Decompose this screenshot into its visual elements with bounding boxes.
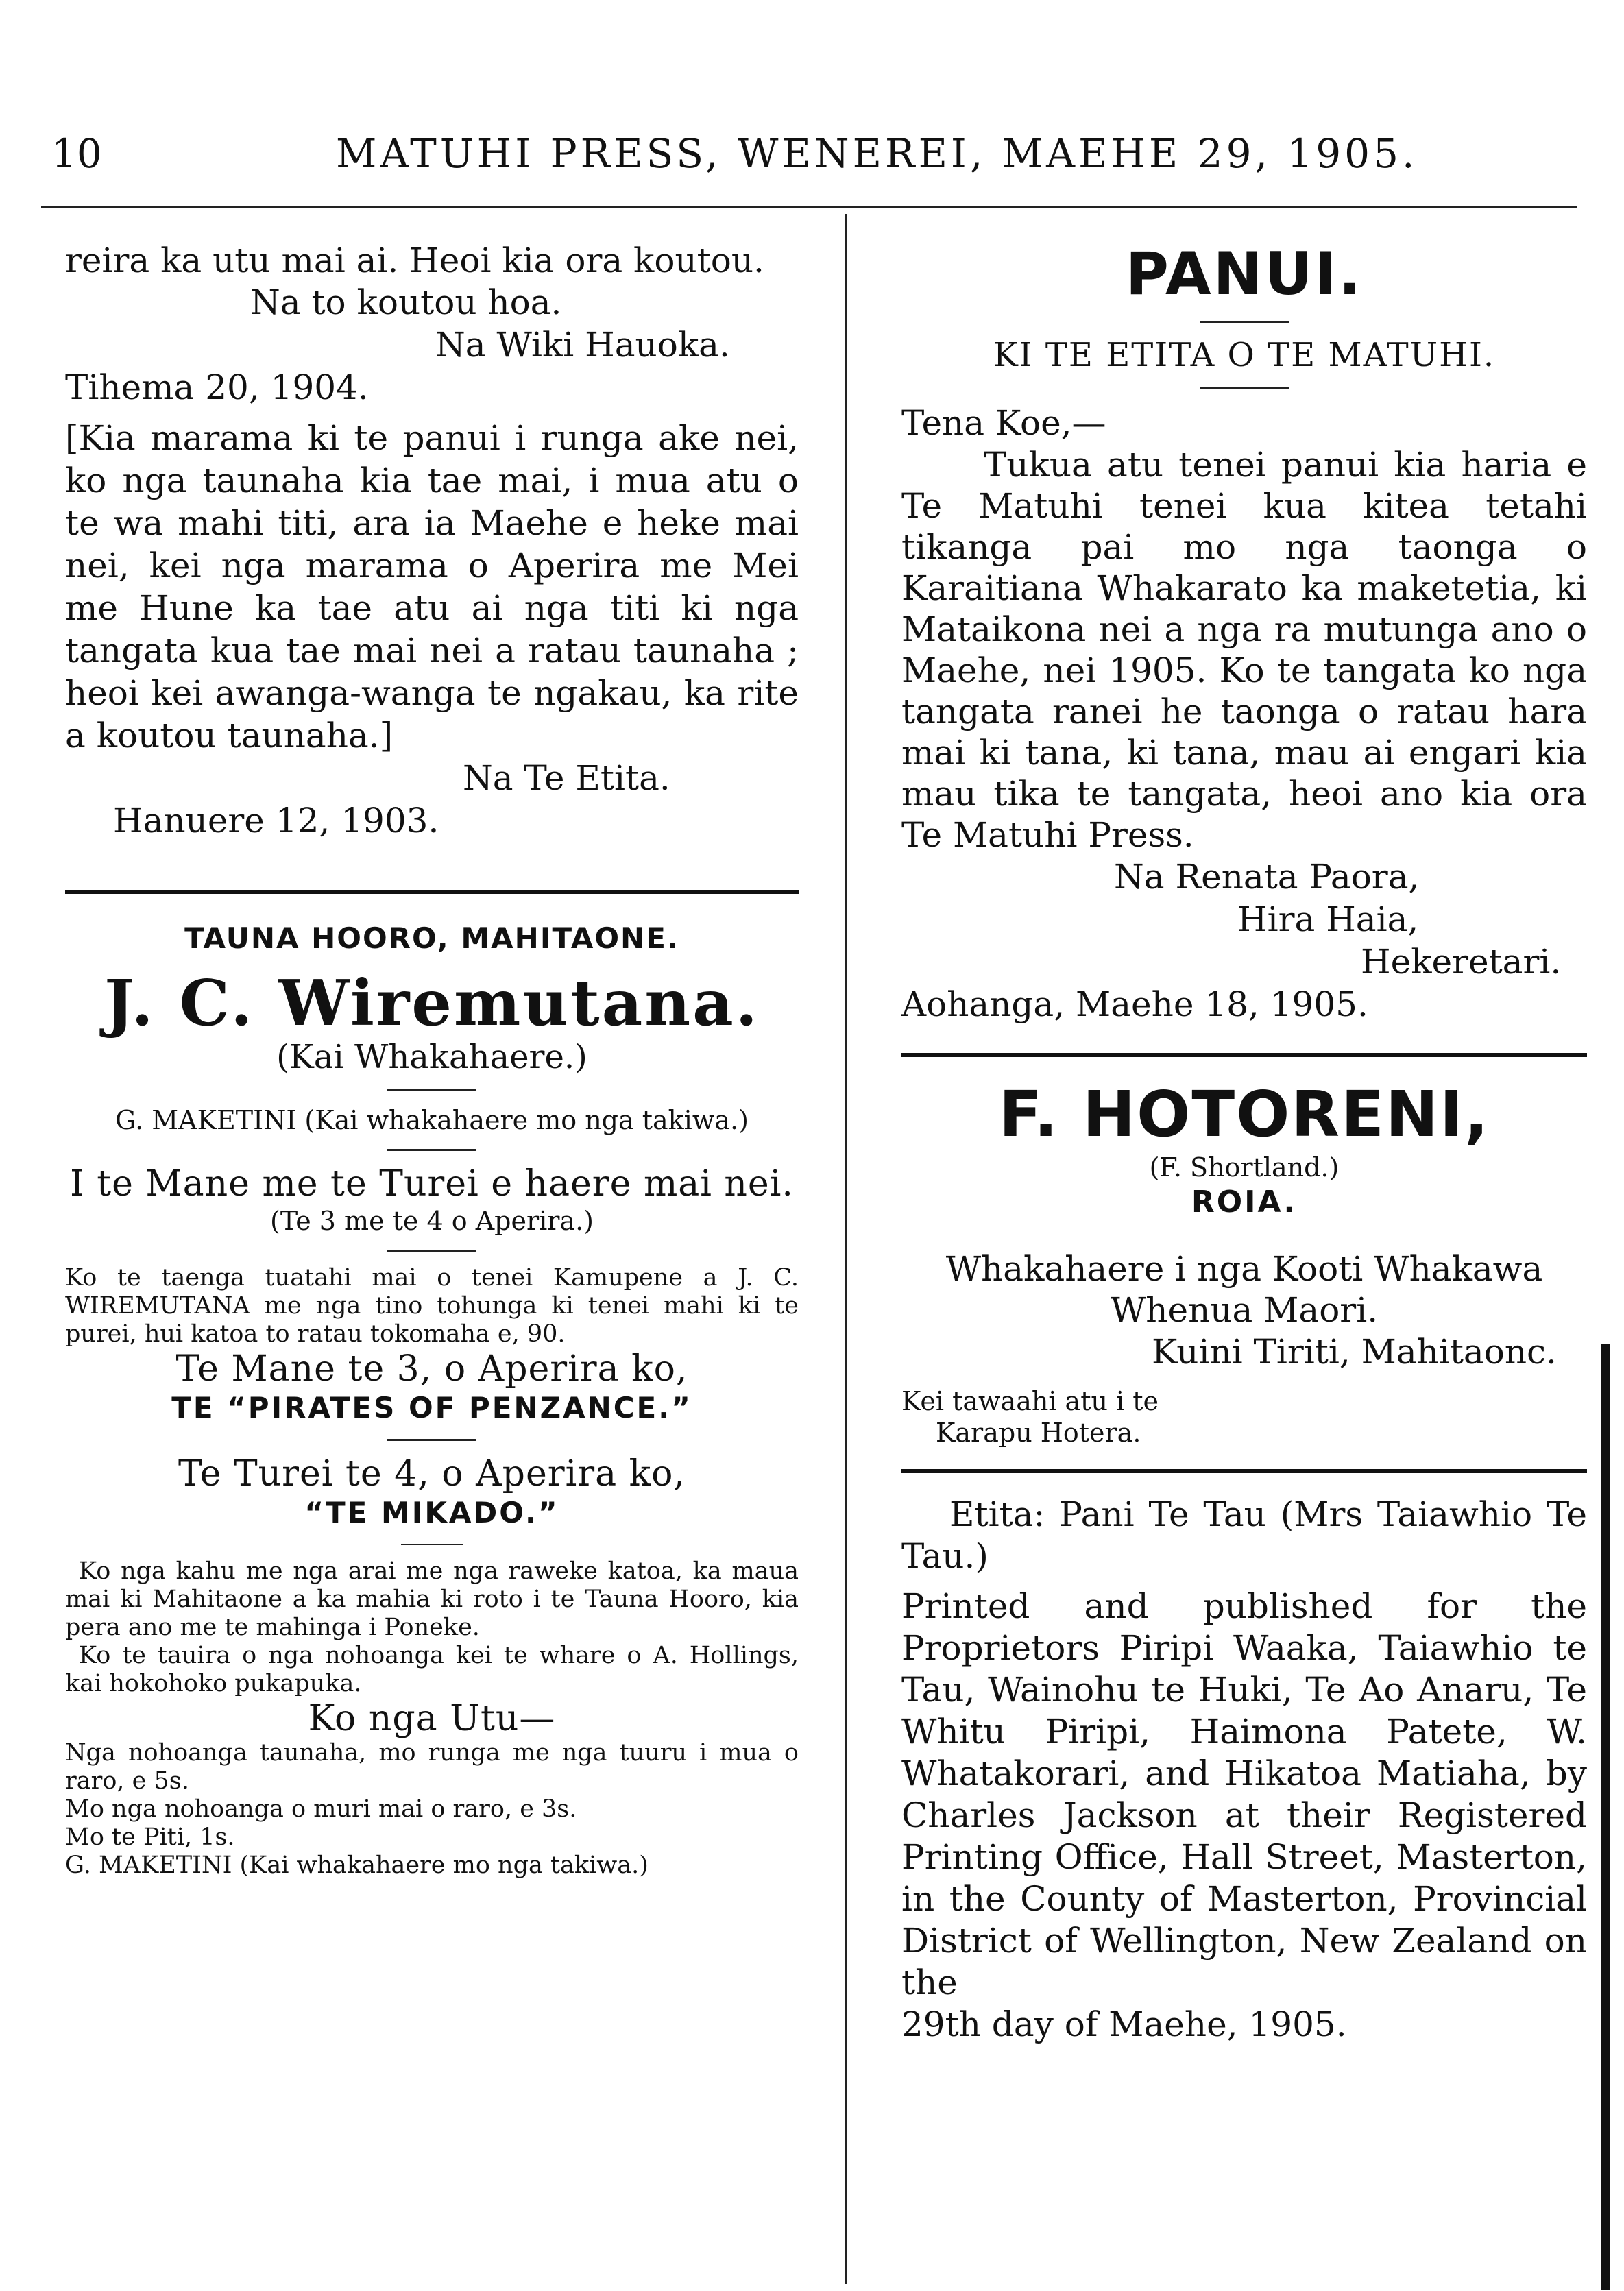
lawyer-address: Kuini Tiriti, Mahitaonc. (1152, 1332, 1557, 1372)
price-reserved: Nga nohoanga taunaha, mo runga me nga tuuru i mua o raro, e 5s. (65, 1739, 799, 1795)
header-rule (41, 206, 1577, 208)
costumes-note: Ko nga kahu me nga arai me nga raweke katoa, ka maua mai ki Mahitaone a ka mahia ki roto i te Tauna Hooro, kia pera ano me te mahinga i Poneke. (65, 1557, 799, 1641)
divider (401, 1544, 463, 1545)
imprint-text: Printed and published for the Proprietors Piripi Waaka, Taiawhio te Tau, Wainohu te Huki, Te Ao Anaru, Te Whitu Piripi, Haimona Patete, W. Whatakorari, and Hikatoa Matiaha, by Charles Jackson at their Registered Printing Office, Hall Street, Masterton, in the County of Masterton, Provincial District of Wellington, New Zealand on the (901, 1586, 1587, 2002)
prices-heading: Ko nga Utu— (308, 1698, 556, 1739)
imprint-date: 29th day of Maehe, 1905. (901, 2004, 1347, 2044)
editor-note: [Kia marama ki te panui i runga ake nei, ko nga taunaha kia tae mai, i mua atu o te wa mahi titi, ara ia Maehe e heke mai nei, kei nga marama o Aperira me Mei me Hune ka tae atu ai nga titi ki nga tangata kua tae mai nei a ratau taunaha ; heoi kei awanga-wanga te ngakau, ka rite a koutou taunaha.] (65, 418, 799, 755)
company-role: (Kai Whakahaere.) (276, 1038, 587, 1076)
company-name: J. C. Wiremutana. (104, 966, 760, 1040)
booking-note: Ko te tauira o nga nohoanga kei te whare o A. Hollings, kai hokohoko pukapuka. (65, 1642, 799, 1697)
panui-title: PANUI. (1125, 240, 1364, 308)
show-mikado: “TE MIKADO.” (304, 1496, 559, 1529)
divider (387, 1439, 476, 1441)
right-column (901, 240, 1587, 2046)
imprint-editor: Etita: Pani Te Tau (Mrs Taiawhio Te Tau.) (901, 1494, 1587, 1576)
agent-footer: G. MAKETINI (Kai whakahaere mo nga takiwa.) (65, 1852, 649, 1879)
panui-signer-2: Hira Haia, (1237, 899, 1419, 939)
panui-signer-1: Na Renata Paora, (1114, 857, 1420, 897)
lawyer-english-name: (F. Shortland.) (1149, 1152, 1340, 1183)
panui-date: Aohanga, Maehe 18, 1905. (901, 984, 1368, 1024)
panui-signer-3: Hekeretari. (1361, 942, 1562, 982)
left-column (65, 240, 799, 1880)
letter-date: Tihema 20, 1904. (65, 367, 369, 407)
page-header (41, 130, 1577, 185)
lawyer-title: ROIA. (1191, 1185, 1298, 1220)
company-description: Ko te taenga tuatahi mai o tenei Kamupene a J. C. WIREMUTANA me nga tino tohunga ki tenei mahi ki te purei, hui katoa to ratau tokomaha e, 90. (65, 1264, 799, 1348)
panui-greeting: Tena Koe,— (901, 403, 1106, 443)
editor-signature: Na Te Etita. (463, 758, 670, 798)
imprint (901, 1494, 1587, 2046)
lawyer-location-2: Karapu Hotera. (936, 1418, 1141, 1448)
theatre-advert (65, 921, 799, 1880)
panui-body: Tukua atu tenei panui kia haria e Te Matuhi tenei kua kitea tetahi tikanga pai mo nga taonga o Karaitiana Whakarato ka maketetia, ki Mataikona nei a nga ra mutunga ano o Maehe, nei 1905. Ko te tangata ko nga tangata ranei he taonga o ratau hara mai ki tana, ki tana, mau ai engari kia mau tika te tangata, heoi ano kia ora Te Matuhi Press. (901, 445, 1587, 855)
column-divider (845, 214, 847, 2284)
divider (387, 1250, 476, 1252)
price-pit: Mo te Piti, 1s. (65, 1823, 235, 1851)
divider (387, 1149, 476, 1151)
divider (387, 1089, 476, 1091)
page-edge-shadow (1601, 1344, 1610, 2290)
divider (1200, 387, 1289, 389)
lawyer-location-1: Kei tawaahi atu i te (901, 1386, 1159, 1416)
tuesday-show-line: Te Turei te 4, o Aperira ko, (178, 1453, 686, 1494)
page-number: 10 (51, 130, 102, 177)
letter-signer: Na Wiki Hauoka. (435, 325, 730, 365)
divider (1200, 321, 1289, 323)
panui-notice (901, 240, 1587, 1026)
lawyer-name: F. HOTORENI, (998, 1078, 1490, 1151)
visit-line: I te Mane me te Turei e haere mai nei. (70, 1163, 794, 1204)
section-rule (901, 1469, 1587, 1473)
show-pirates: TE “PIRATES OF PENZANCE.” (171, 1391, 692, 1425)
section-rule (65, 890, 799, 894)
panui-subtitle: KI TE ETITA O TE MATUHI. (993, 336, 1496, 374)
price-back-stalls: Mo nga nohoanga o muri mai o raro, e 3s. (65, 1795, 577, 1823)
monday-show-line: Te Mane te 3, o Aperira ko, (175, 1348, 688, 1390)
visit-dates: (Te 3 me te 4 o Aperira.) (270, 1206, 594, 1236)
lawyer-service: Whakahaere i nga Kooti Whakawa Whenua Maori. (945, 1249, 1543, 1330)
section-rule (901, 1053, 1587, 1057)
letter-sign-off: Na to koutou hoa. (250, 282, 562, 322)
lawyer-advert (901, 1078, 1587, 1448)
letter-ending: reira ka utu mai ai. Heoi kia ora koutou. (65, 241, 764, 280)
editor-note-date: Hanuere 12, 1903. (113, 801, 439, 840)
masthead: MATUHI PRESS, WENEREI, MAEHE 29, 1905. (336, 130, 1418, 177)
agent-line: G. MAKETINI (Kai whakahaere mo nga takiwa.) (115, 1105, 749, 1135)
venue-heading: TAUNA HOORO, MAHITAONE. (184, 921, 679, 955)
